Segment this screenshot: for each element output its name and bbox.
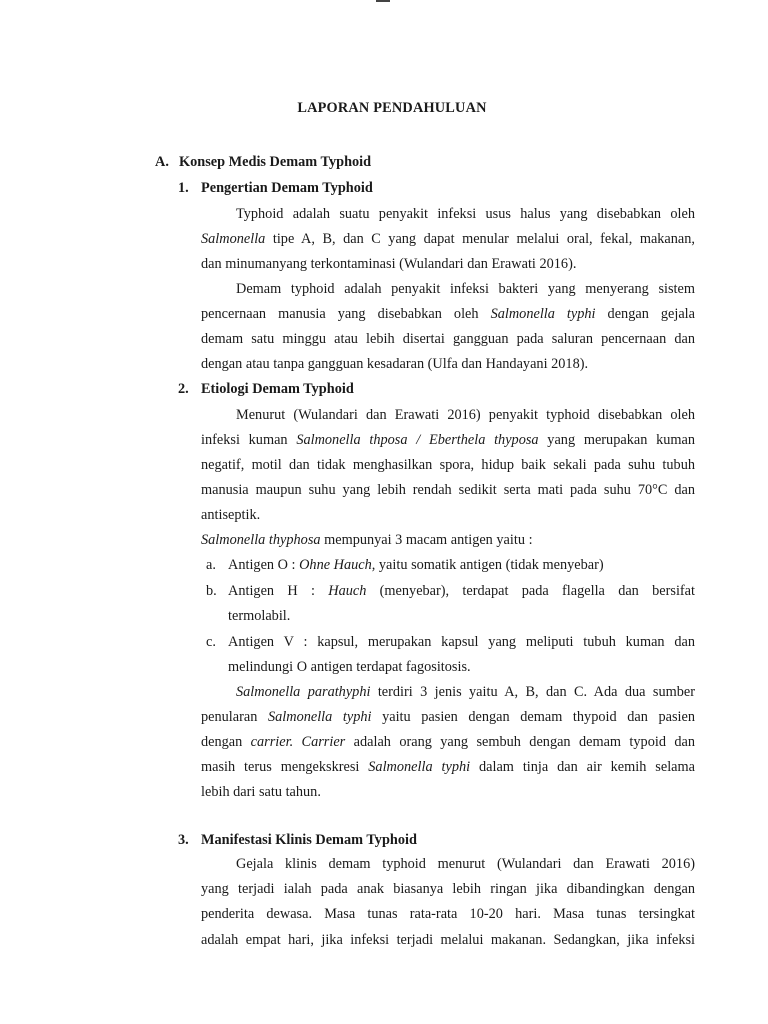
subsection-1-marker: 1. — [178, 180, 189, 196]
paragraph-2-line-1: Demam typhoid adalah penyakit infeksi bakteri yang menyerang sistem — [236, 281, 695, 297]
paragraph-6-line-2: yang terjadi ialah pada anak biasanya lebih ringan jika dibandingkan dengan — [201, 881, 695, 897]
page-top-mark — [376, 0, 390, 2]
list-item-c-marker: c. — [206, 634, 216, 650]
paragraph-2-line-2: pencernaan manusia yang disebabkan oleh Salmonella typhi dengan gejala — [201, 306, 695, 322]
section-a-heading: Konsep Medis Demam Typhoid — [179, 154, 372, 170]
paragraph-3-line-4: manusia maupun suhu yang lebih rendah sedikit serta mati pada suhu 70°C dan — [201, 482, 695, 498]
paragraph-3-line-3: negatif, motil dan tidak menghasilkan spora, hidup baik sekali pada suhu tubuh — [201, 457, 695, 473]
list-item-b-marker: b. — [206, 583, 217, 599]
subsection-2-heading: Etiologi Demam Typhoid — [201, 381, 354, 397]
paragraph-3-line-2: infeksi kuman Salmonella thposa / Eberthela thyposa yang merupakan kuman — [201, 432, 695, 448]
paragraph-5-line-4: masih terus mengekskresi Salmonella typhi dalam tinja dan air kemih selama — [201, 759, 695, 775]
list-item-c-continuation: melindungi O antigen terdapat fagositosis. — [228, 659, 471, 675]
subsection-3-marker: 3. — [178, 832, 189, 848]
paragraph-1-line-2: Salmonella tipe A, B, dan C yang dapat menular melalui oral, fekal, makanan, — [201, 231, 695, 247]
list-item-b-continuation: termolabil. — [228, 608, 291, 624]
paragraph-5-line-3: dengan carrier. Carrier adalah orang yang sembuh dengan demam typoid dan — [201, 734, 696, 750]
paragraph-6-line-3: penderita dewasa. Masa tunas rata-rata 10-20 hari. Masa tunas tersingkat — [201, 906, 695, 922]
paragraph-5-line-2: penularan Salmonella typhi yaitu pasien dengan demam thypoid dan pasien — [201, 709, 695, 725]
list-item-b: Antigen H : Hauch (menyebar), terdapat pada flagella dan bersifat — [228, 583, 695, 599]
paragraph-3-line-5: antiseptik. — [201, 507, 261, 523]
paragraph-2-line-4: dengan atau tanpa gangguan kesadaran (Ulfa dan Handayani 2018). — [201, 356, 589, 372]
paragraph-1-line-1: Typhoid adalah suatu penyakit infeksi usus halus yang disebabkan oleh — [236, 206, 695, 222]
paragraph-6-line-1: Gejala klinis demam typhoid menurut (Wulandari dan Erawati 2016) — [236, 856, 695, 872]
subsection-1-heading: Pengertian Demam Typhoid — [201, 180, 373, 196]
paragraph-2-line-3: demam satu minggu atau lebih disertai gangguan pada saluran pencernaan dan — [201, 331, 695, 347]
paragraph-4: Salmonella thyphosa mempunyai 3 macam antigen yaitu : — [201, 532, 533, 548]
paragraph-3-line-1: Menurut (Wulandari dan Erawati 2016) penyakit typhoid disebabkan oleh — [236, 407, 695, 423]
paragraph-1-line-3: dan minumanyang terkontaminasi (Wulandari dan Erawati 2016). — [201, 256, 577, 272]
paragraph-5-line-1: Salmonella parathyphi terdiri 3 jenis yaitu A, B, dan C. Ada dua sumber — [236, 684, 695, 700]
list-item-c: Antigen V : kapsul, merupakan kapsul yang meliputi tubuh kuman dan — [228, 634, 695, 650]
page-title: LAPORAN PENDAHULUAN — [297, 100, 487, 116]
list-item-a: Antigen O : Ohne Hauch, yaitu somatik antigen (tidak menyebar) — [228, 557, 604, 573]
section-a-marker: A. — [155, 154, 169, 170]
paragraph-6-line-4: adalah empat hari, jika infeksi terjadi melalui makanan. Sedangkan, jika infeksi — [201, 932, 695, 948]
list-item-a-marker: a. — [206, 557, 216, 573]
paragraph-5-line-5: lebih dari satu tahun. — [201, 784, 321, 800]
subsection-3-heading: Manifestasi Klinis Demam Typhoid — [201, 832, 417, 848]
subsection-2-marker: 2. — [178, 381, 189, 397]
